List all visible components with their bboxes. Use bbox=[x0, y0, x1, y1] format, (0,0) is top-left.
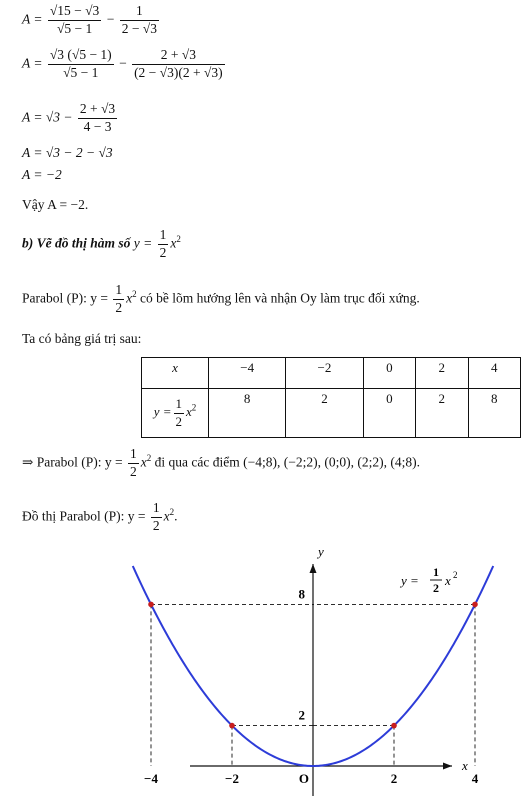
pass-through-prefix: Parabol (P): y = bbox=[36, 454, 123, 470]
x-tick-label: −4 bbox=[144, 771, 158, 786]
table-cell-x: −4 bbox=[209, 358, 286, 389]
x-axis-arrow-icon bbox=[443, 763, 452, 770]
graph-caption-var: x bbox=[163, 508, 170, 524]
table-intro: Ta có bảng giá trị sau: bbox=[22, 331, 142, 346]
table-header-y-lhs: y = bbox=[153, 403, 172, 419]
table-cell-x: 2 bbox=[416, 358, 468, 389]
description-denominator: 2 bbox=[115, 299, 123, 315]
data-point bbox=[229, 723, 235, 729]
graph-caption-exp: 2 bbox=[169, 506, 175, 517]
line1-frac1-denominator: √5 − 1 bbox=[56, 20, 93, 36]
table-header-y-denominator: 2 bbox=[175, 413, 182, 429]
line1-frac1-numerator: √15 − √3 bbox=[48, 4, 101, 21]
table-header-y-exp: 2 bbox=[191, 402, 197, 413]
pass-through-numerator: 1 bbox=[128, 447, 139, 464]
part-b-func-var: x bbox=[170, 235, 177, 251]
line1-minus: − bbox=[106, 11, 115, 27]
pass-through-var: x bbox=[140, 454, 147, 470]
origin-label: O bbox=[298, 771, 309, 786]
part-b-func-exp: 2 bbox=[176, 233, 181, 244]
description-prefix: Parabol (P): y = bbox=[22, 290, 108, 306]
solution-line-4: A = √3 − 2 − √3 bbox=[22, 145, 113, 160]
x-tick-label: 2 bbox=[390, 771, 398, 786]
data-point bbox=[391, 723, 397, 729]
part-b-heading-text: b) Vẽ đồ thị hàm số bbox=[22, 235, 131, 251]
x-tick-label: 4 bbox=[471, 771, 479, 786]
table-cell-y: 2 bbox=[416, 389, 468, 438]
graph-caption-denominator: 2 bbox=[152, 517, 160, 533]
graph-caption-end: . bbox=[174, 508, 178, 524]
curve-label-numerator: 1 bbox=[433, 565, 439, 579]
x-axis-label: x bbox=[462, 758, 468, 773]
line3-lhs: A = √3 − bbox=[22, 109, 73, 125]
line1-frac2-numerator: 1 bbox=[120, 4, 159, 21]
table-cell-x: 4 bbox=[468, 358, 520, 389]
table-cell-y: 2 bbox=[286, 389, 363, 438]
line1-lhs: A = bbox=[22, 11, 43, 27]
y-axis-label: y bbox=[318, 544, 324, 559]
data-point bbox=[472, 602, 478, 608]
line2-frac1-denominator: √5 − 1 bbox=[63, 64, 99, 80]
y-tick-label: 8 bbox=[298, 586, 305, 602]
description-exp: 2 bbox=[132, 288, 137, 299]
curve-label-var: x bbox=[445, 573, 451, 588]
pass-through-denominator: 2 bbox=[130, 463, 137, 479]
line2-frac1-numerator: √3 (√5 − 1) bbox=[48, 48, 114, 65]
data-point bbox=[148, 602, 154, 608]
y-axis-arrow-icon bbox=[310, 564, 317, 573]
table-cell-y: 8 bbox=[209, 389, 286, 438]
line2-lhs: A = bbox=[22, 55, 43, 71]
pass-through-suffix: đi qua các điểm (−4;8), (−2;2), (0;0), (2;2), (4;8). bbox=[154, 454, 420, 470]
table-header-x: x bbox=[142, 358, 209, 389]
y-tick-label: 2 bbox=[298, 707, 305, 723]
graph-caption-prefix: Đồ thị Parabol (P): y = bbox=[22, 508, 146, 524]
description-suffix: có bề lõm hướng lên và nhận Oy làm trục đối xứng. bbox=[139, 290, 420, 306]
curve-label-denominator: 2 bbox=[433, 581, 439, 595]
line1-frac2-denominator: 2 − √3 bbox=[121, 20, 157, 36]
table-cell-y: 8 bbox=[468, 389, 520, 438]
part-b-func-numerator: 1 bbox=[158, 228, 169, 245]
implies-arrow: ⇒ bbox=[22, 454, 34, 470]
table-cell-x: 0 bbox=[363, 358, 415, 389]
line2-frac2-denominator: (2 − √3)(2 + √3) bbox=[134, 64, 223, 80]
part-b-func-lhs: y = bbox=[133, 235, 153, 251]
table-header-y-numerator: 1 bbox=[174, 397, 185, 413]
curve-label-exp: 2 bbox=[453, 570, 458, 580]
conclusion: Vậy A = −2. bbox=[22, 197, 89, 212]
table-cell-y: 0 bbox=[363, 389, 415, 438]
table-header-y-var: x bbox=[186, 403, 192, 419]
curve-label-lhs: y = bbox=[401, 573, 419, 588]
graph-caption-numerator: 1 bbox=[151, 501, 162, 518]
pass-through-exp: 2 bbox=[146, 452, 152, 463]
description-var: x bbox=[126, 290, 133, 306]
x-tick-label: −2 bbox=[225, 771, 239, 786]
description-numerator: 1 bbox=[113, 283, 124, 300]
part-b-func-denominator: 2 bbox=[159, 244, 167, 260]
line2-minus: − bbox=[119, 55, 127, 71]
solution-line-5: A = −2 bbox=[22, 167, 62, 182]
table-cell-x: −2 bbox=[286, 358, 363, 389]
line3-numerator: 2 + √3 bbox=[78, 102, 117, 119]
line2-frac2-numerator: 2 + √3 bbox=[132, 48, 225, 65]
line3-denominator: 4 − 3 bbox=[83, 118, 112, 134]
